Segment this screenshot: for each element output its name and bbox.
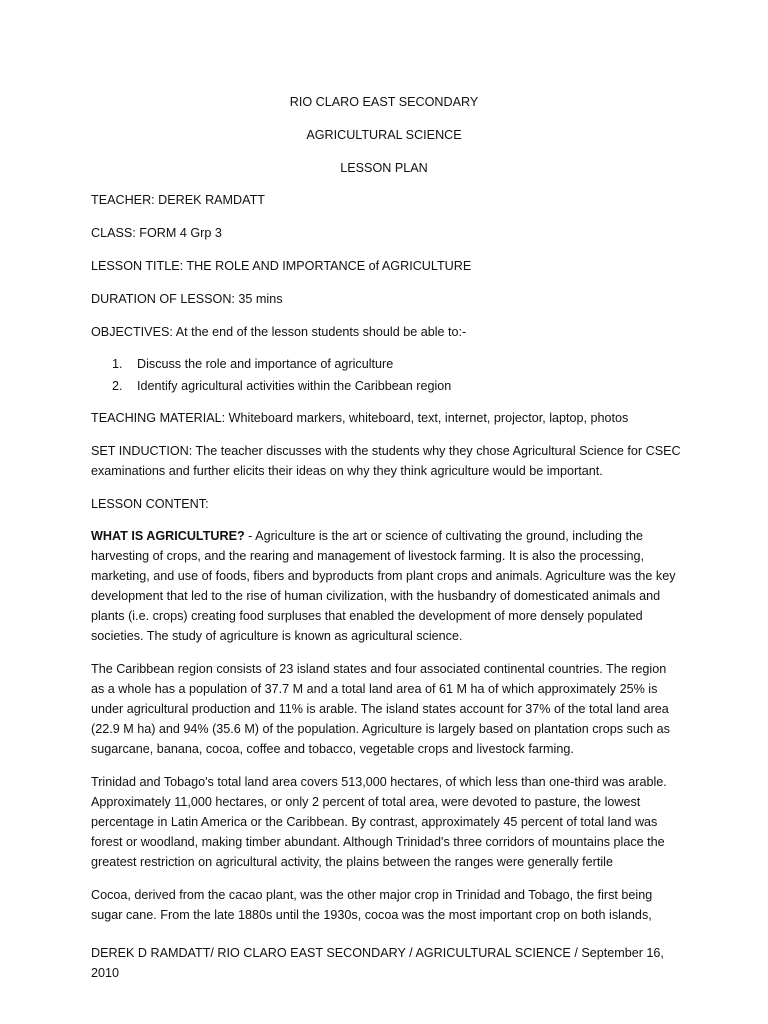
objectives-intro-text: At the end of the lesson students should be able to:- bbox=[172, 325, 467, 339]
what-is-agriculture-paragraph bbox=[91, 526, 681, 646]
set-induction-label: SET INDUCTION: bbox=[91, 444, 193, 458]
teacher-line: TEACHER: DEREK RAMDATT bbox=[91, 193, 265, 207]
set-induction-paragraph bbox=[91, 441, 681, 481]
lesson-content-label: LESSON CONTENT: bbox=[91, 497, 209, 511]
what-is-agriculture-text: - Agriculture is the art or science of cultivating the ground, including the harvesting of crops, and the rearing and management of livestock farming. It is also the processing, marketing, and use of foods, fibers and byproducts from plant crops and animals. Agriculture was the key development that led to the rise of human civilization, with the husbandry of domesticated animals and plants (i.e. crops) creating food surpluses that enabled the development of more densely populated societies. The study of agriculture is known as agricultural science. bbox=[91, 529, 676, 643]
teaching-material-label: TEACHING MATERIAL: bbox=[91, 411, 226, 425]
teaching-material-line bbox=[91, 408, 681, 428]
list-item bbox=[112, 353, 672, 375]
duration-line: DURATION OF LESSON: 35 mins bbox=[91, 292, 283, 306]
list-item bbox=[112, 375, 672, 397]
trinidad-paragraph: Trinidad and Tobago's total land area covers 513,000 hectares, of which less than one-third was arable. Approximately 11,000 hectares, or only 2 percent of total area, were devoted to pasture, the lowest percentage in Latin America or the Caribbean. By contrast, approximately 45 percent of total land was forest or woodland, making timber abundant. Although Trinidad's three corridors of mountains place the greatest restriction on agricultural activity, the plains between the ranges were generally fertile bbox=[91, 775, 667, 869]
list-item-text: Discuss the role and importance of agriculture bbox=[137, 357, 394, 371]
cocoa-paragraph: Cocoa, derived from the cacao plant, was the other major crop in Trinidad and Tobago, the first being sugar cane. From the late 1880s until the 1930s, cocoa was the most important crop on both islands, bbox=[91, 888, 653, 922]
caribbean-paragraph: The Caribbean region consists of 23 island states and four associated continental countries. The region as a whole has a population of 37.7 M and a total land area of 61 M ha of which approximately 25% is under agricultural production and 11% is arable. The island states account for 37% of the total land area (22.9 M ha) and 94% (35.6 M) of the population. Agriculture is largely based on plantation crops such as sugarcane, banana, cocoa, coffee and tobacco, vegetable crops and livestock farming. bbox=[91, 662, 670, 756]
lesson-title-line: LESSON TITLE: THE ROLE AND IMPORTANCE of AGRICULTURE bbox=[91, 259, 472, 273]
document-type: LESSON PLAN bbox=[340, 161, 428, 175]
list-item-text: Identify agricultural activities within the Caribbean region bbox=[137, 379, 452, 393]
set-induction-text: The teacher discusses with the students why they chose Agricultural Science for CSEC examinations and further elicits their ideas on why they think agriculture would be important. bbox=[91, 444, 681, 478]
objectives-label: OBJECTIVES: bbox=[91, 325, 173, 339]
objectives-intro bbox=[91, 322, 681, 342]
what-is-agriculture-heading: WHAT IS AGRICULTURE? bbox=[91, 529, 245, 543]
list-item-number: 2. bbox=[112, 379, 123, 393]
list-item-number: 1. bbox=[112, 357, 123, 371]
school-name: RIO CLARO EAST SECONDARY bbox=[289, 95, 479, 109]
teaching-material-text: Whiteboard markers, whiteboard, text, internet, projector, laptop, photos bbox=[225, 411, 629, 425]
page-footer: DEREK D RAMDATT/ RIO CLARO EAST SECONDARY / AGRICULTURAL SCIENCE / September 16, 2010 bbox=[91, 946, 664, 980]
subject-title: AGRICULTURAL SCIENCE bbox=[306, 128, 462, 142]
objectives-list bbox=[112, 353, 672, 397]
class-line: CLASS: FORM 4 Grp 3 bbox=[91, 226, 222, 240]
